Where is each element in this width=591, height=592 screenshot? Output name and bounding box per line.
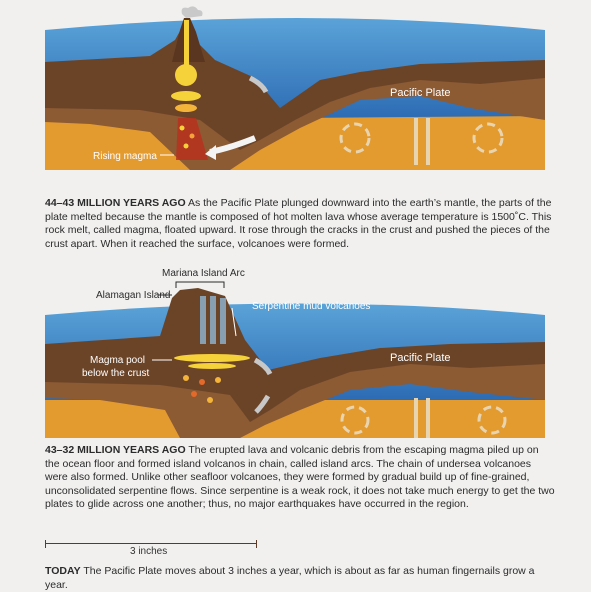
lava-drop: [191, 391, 197, 397]
serpentine-mud-volcano: [200, 296, 206, 344]
lava-drop: [180, 126, 185, 131]
lava-drop: [199, 379, 205, 385]
lava-drop: [190, 134, 195, 139]
panel2-caption: [45, 444, 555, 512]
rising-magma-label: Rising magma: [93, 151, 157, 162]
magma-blob: [175, 104, 197, 112]
scale-tick: [256, 540, 257, 548]
serpentine-label: Serpentine mud volcanoes: [252, 301, 371, 312]
era-heading: 44–43 MILLION YEARS AGO: [45, 197, 186, 209]
lava-drop: [184, 144, 189, 149]
magma-blob: [171, 91, 201, 101]
pacific-plate-label: Pacific Plate: [390, 87, 451, 99]
magma-pool: [188, 363, 236, 369]
magma-pool-label: Magma pool: [90, 355, 146, 366]
magma-chamber: [175, 64, 197, 86]
lava-drop: [207, 397, 213, 403]
era-heading: 43–32 MILLION YEARS AGO: [45, 444, 186, 456]
scale-line: [45, 543, 257, 544]
panel2-diagram: [0, 260, 591, 445]
caption-text: The erupted lava and volcanic debris from the escaping magma piled up on the ocean floor and formed island volcanos in chain, called island arcs. The chain of undersea volcanoes were also formed. Unlike other seafloor volcanoes, they were formed by gradual build up of fine-grained, unconsolidated serpentine flows. Since serpentine is a weak rock, it does not take much energy to get the two plates to glide across one another; thus, no major earthquakes have occurred in the region.: [45, 444, 555, 511]
era-heading: TODAY: [45, 565, 81, 577]
magma-pool-label: below the crust: [82, 368, 150, 379]
caption-text: The Pacific Plate moves about 3 inches a year, which is about as far as human fingernails grow a year.: [45, 565, 535, 591]
arc-label: Mariana Island Arc: [162, 268, 245, 279]
today-caption: [45, 565, 555, 592]
caption-text: As the Pacific Plate plunged downward into the earth’s mantle, the parts of the plate melted because the mantle is composed of hot molten lava whose average temperature is 1500˚C. This rock melt, called magma, floated upward. It rose through the cracks in the crust and pushed the pieces of the crust apart. When it reached the surface, volcanoes were formed.: [45, 197, 552, 250]
lava-drop: [215, 377, 221, 383]
scale-tick: [45, 540, 46, 548]
arc-bracket: [176, 282, 224, 288]
serpentine-mud-volcano: [210, 296, 216, 344]
serpentine-mud-volcano: [220, 298, 226, 344]
panel1-caption: [45, 197, 555, 251]
alamagan-label: Alamagan Island: [96, 290, 171, 301]
panel1-diagram: [0, 0, 591, 178]
scale-label: 3 inches: [130, 546, 168, 557]
pacific-plate-label: Pacific Plate: [390, 352, 451, 364]
smoke: [182, 6, 203, 18]
lava-drop: [183, 375, 189, 381]
magma-pool: [174, 354, 250, 362]
